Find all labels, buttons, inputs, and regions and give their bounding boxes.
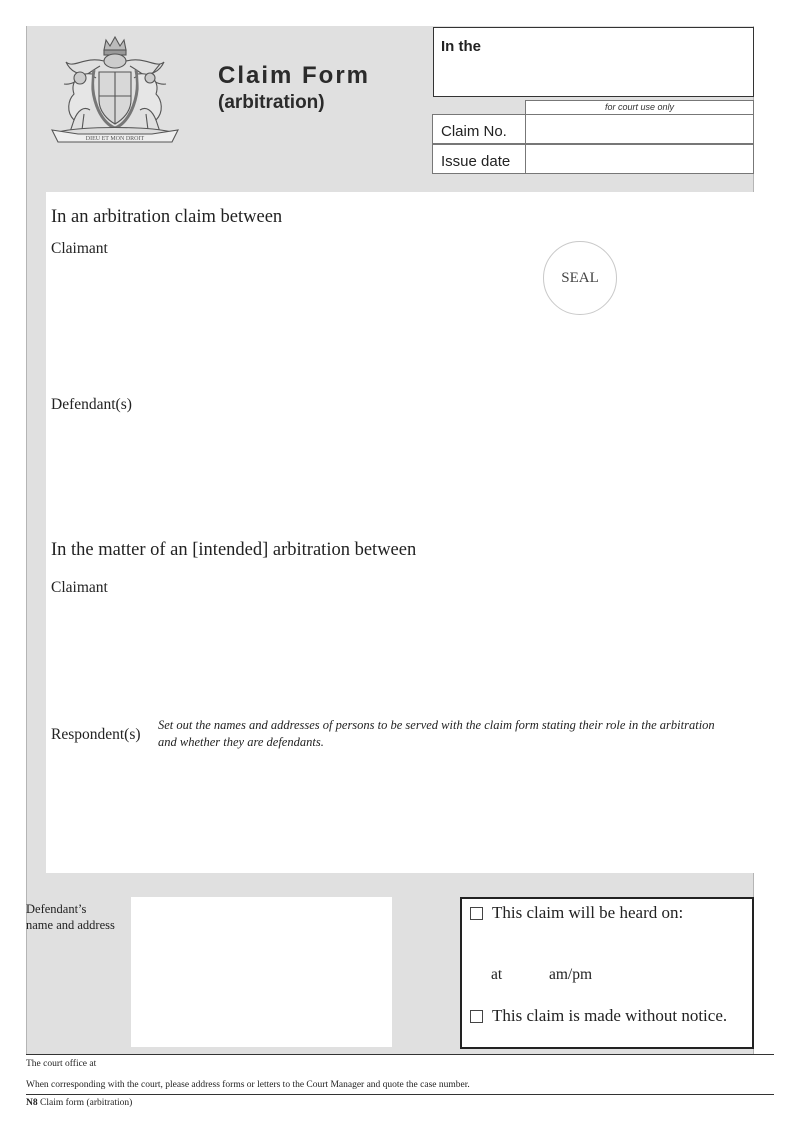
respondents-instructions: Set out the names and addresses of persons to be served with the claim form stating their role in the arbitration and whether they are defendants.	[158, 718, 715, 749]
hearing-date-field[interactable]	[470, 931, 740, 959]
hearing-time-field[interactable]	[512, 963, 546, 985]
claim-number-label: Claim No.	[441, 123, 507, 140]
issue-date-label: Issue date	[441, 153, 511, 170]
correspondence-note: When corresponding with the court, please address forms or letters to the Court Manager and quote the case number.	[26, 1080, 470, 1090]
claim-number-field[interactable]	[525, 115, 753, 143]
crest-motto: DIEU ET MON DROIT	[85, 136, 145, 142]
claimant-field[interactable]	[51, 262, 531, 382]
form-reference	[26, 1098, 132, 1108]
form-name: Claim form (arbitration)	[40, 1098, 133, 1108]
court-name-label: In the	[441, 38, 481, 55]
form-code: N8	[26, 1098, 38, 1108]
intended-arbitration-heading: In the matter of an [intended] arbitration between	[51, 540, 417, 560]
hearing-details-box	[460, 897, 754, 1049]
footer-rule	[26, 1094, 774, 1095]
intended-claimant-label: Claimant	[51, 579, 108, 596]
form-subtitle: (arbitration)	[218, 92, 325, 113]
royal-coat-of-arms-icon	[44, 34, 186, 148]
arbitration-claim-heading: In an arbitration claim between	[51, 207, 283, 227]
without-notice-label: This claim is made without notice.	[492, 1006, 728, 1025]
court-use-only-note: for court use only	[525, 100, 754, 114]
defendants-label: Defendant(s)	[51, 396, 132, 413]
court-name-field[interactable]	[433, 27, 754, 97]
form-title: Claim Form	[218, 62, 371, 89]
defendant-address-label: Defendant’s name and address	[26, 902, 115, 932]
heard-on-label: This claim will be heard on:	[492, 903, 684, 922]
issue-date-field[interactable]	[525, 145, 753, 173]
hearing-at-label: at	[491, 966, 503, 983]
court-office-text: The court office at	[26, 1059, 97, 1069]
am-pm-label: am/pm	[549, 966, 593, 983]
court-seal: SEAL	[543, 241, 617, 315]
without-notice-checkbox[interactable]	[470, 1010, 483, 1023]
defendant-address-field[interactable]	[131, 897, 392, 1047]
respondents-field[interactable]	[51, 758, 731, 863]
heard-on-checkbox[interactable]	[470, 907, 483, 920]
respondents-label: Respondent(s)	[51, 726, 141, 743]
intended-claimant-field[interactable]	[51, 600, 731, 710]
claimant-label: Claimant	[51, 240, 108, 257]
defendants-field[interactable]	[51, 418, 731, 528]
footer-divider	[26, 1054, 774, 1055]
